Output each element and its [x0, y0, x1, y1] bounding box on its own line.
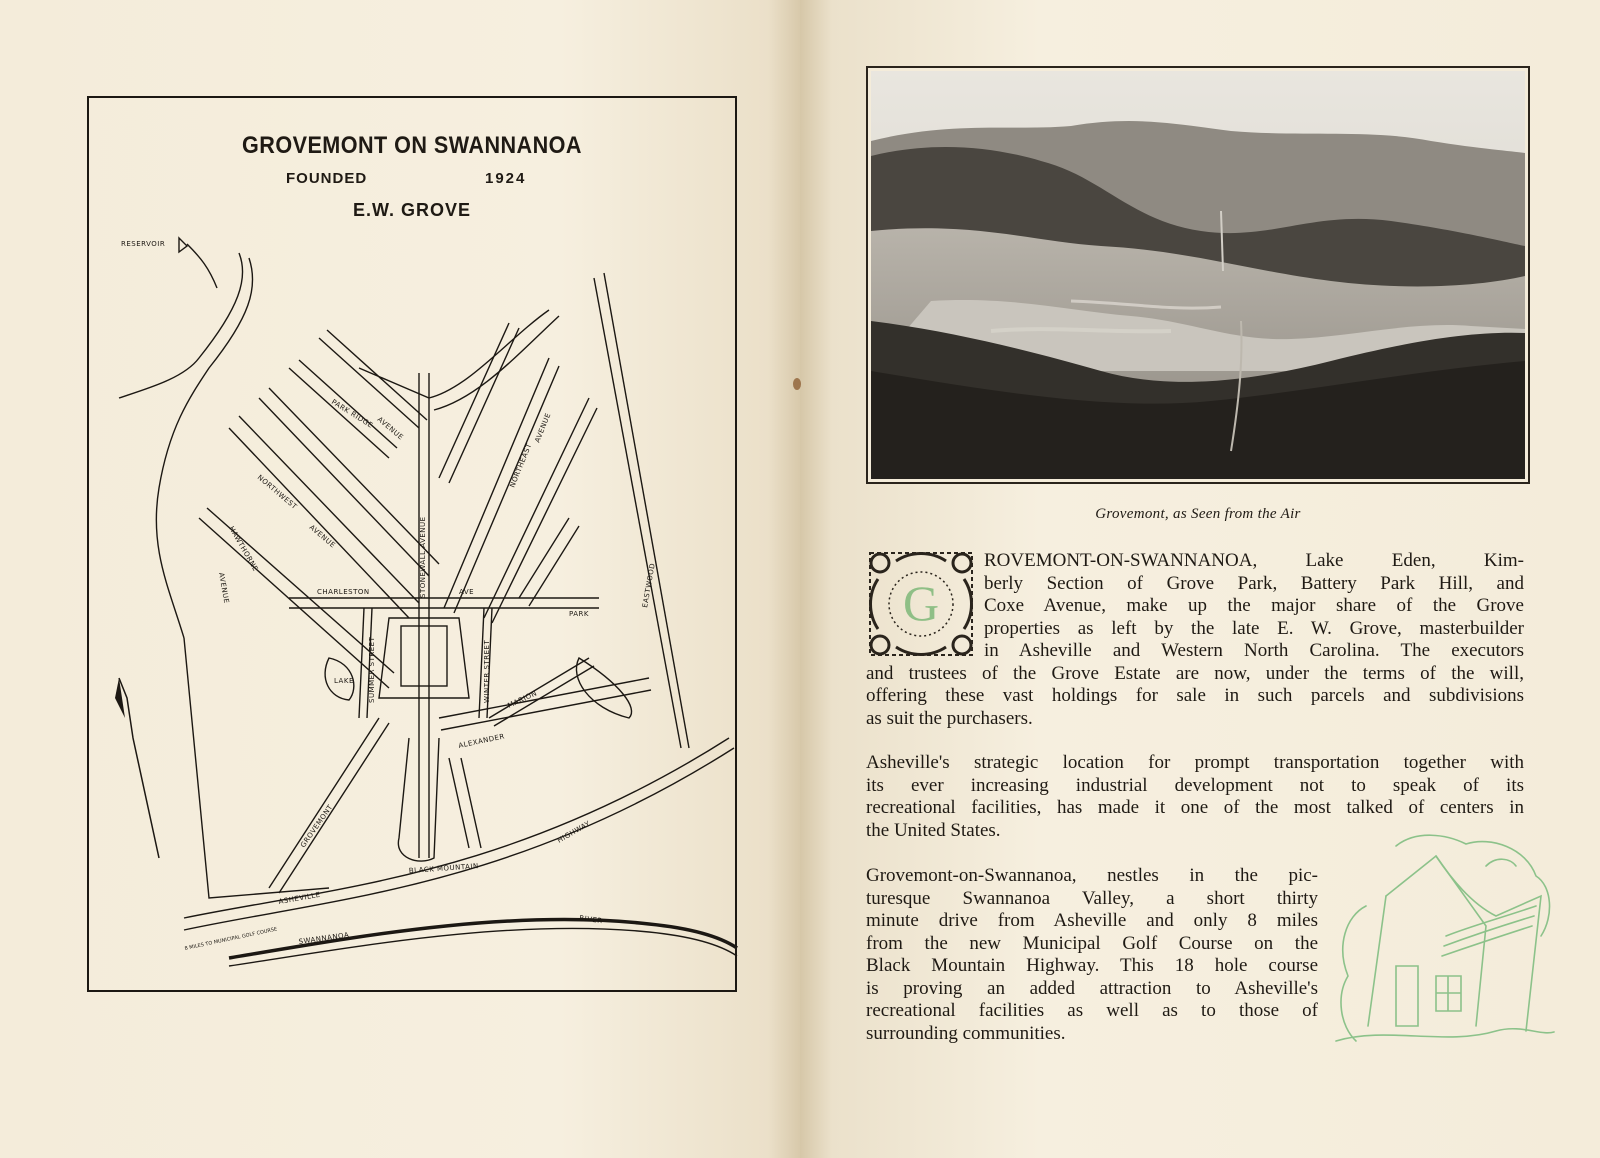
label-avenue-d: AVENUE [533, 411, 553, 444]
label-ave: AVE [459, 588, 475, 596]
label-reservoir: RESERVOIR [121, 240, 166, 248]
p1-line-2: berly Section of Grove Park, Battery Park Hill, and [984, 572, 1524, 594]
label-hawthorne: HAWTHORNE [227, 525, 260, 573]
p2-line-3: recreational facilities, has made it one of the most talked of centers in [866, 797, 1524, 818]
black-mountain-highway [184, 738, 729, 918]
p1-line-5: in Asheville and Western North Carolina. The executors [984, 640, 1524, 661]
paragraph-3 [866, 865, 1318, 1045]
paragraph-1 [866, 550, 1524, 730]
label-charleston: CHARLESTON [317, 588, 370, 596]
p1-line-8: as suit the purchasers. [866, 707, 1033, 729]
map-panel [87, 96, 737, 992]
map-author: E.W. GROVE [352, 200, 472, 220]
street-map [89, 98, 739, 994]
p3-line-7: recreational facilities as well as to those of [866, 1000, 1318, 1021]
alexander-avenue [439, 678, 649, 718]
p3-line-6: is proving an added attraction to Asheville's [866, 977, 1318, 999]
marion-avenue [489, 658, 589, 718]
lake-wildwood [576, 658, 631, 718]
label-avenue-c: AVENUE [217, 571, 231, 605]
label-asheville: ASHEVILLE [277, 890, 322, 906]
label-alexander: ALEXANDER [457, 732, 506, 750]
founded-label: FOUNDED [286, 170, 368, 187]
p2-line-1: Asheville's strategic location for prompt transportation together with [866, 752, 1524, 773]
north-arrow-icon [119, 678, 159, 858]
central-square [401, 626, 447, 686]
label-golf-note: 8 MILES TO MUNICIPAL GOLF COURSE [184, 926, 278, 952]
label-highway: HIGHWAY [556, 819, 592, 845]
p3-line-1: Grovemont-on-Swannanoa, nestles in the pic- [866, 865, 1318, 886]
p1-line-4: properties as left by the late E. W. Grove, masterbuilder [984, 617, 1524, 639]
label-park: PARK [569, 610, 590, 618]
grovemont-avenue [269, 718, 379, 888]
p1-line-6: and trustees of the Grove Estate are now, under the terms of the will, [866, 662, 1524, 684]
label-avenue-a: AVENUE [375, 415, 405, 442]
northeast-avenue [444, 358, 549, 608]
outer-boundary-west [184, 638, 329, 898]
label-lake: LAKE [334, 677, 354, 685]
outer-boundary-east [604, 273, 689, 748]
label-summer-street: SUMMER STREET [368, 636, 376, 703]
p1-line-3: Coxe Avenue, make up the major share of the Grove [984, 595, 1524, 616]
p1-line-7: offering these vast holdings for sale in such parcels and subdivisions [866, 685, 1524, 706]
label-grovemont: GROVEMONT [299, 803, 335, 850]
label-black-mountain: BLACK MOUNTAIN [408, 862, 479, 875]
label-stonewall-avenue: STONEWALL AVENUE [419, 516, 427, 598]
dropcap-letter: G [902, 575, 940, 631]
label-northeast: NORTHEAST [508, 442, 534, 489]
spine-stain [793, 378, 801, 390]
label-marion: MARION [506, 689, 539, 710]
p3-line-4: from the new Municipal Golf Course on the [866, 932, 1318, 954]
aerial-photo [866, 66, 1530, 484]
label-park-ridge: PARK RIDGE [329, 397, 375, 430]
p1-line-1: ROVEMONT-ON-SWANNANOA, Lake Eden, Kim- [984, 550, 1524, 571]
label-northwest: NORTHWEST [255, 473, 299, 512]
label-avenue-b: AVENUE [307, 523, 337, 550]
p3-line-5: Black Mountain Highway. This 18 hole course [866, 955, 1318, 976]
photo-caption: Grovemont, as Seen from the Air [1095, 506, 1301, 522]
p3-line-2: turesque Swannanoa Valley, a short thirty [866, 887, 1318, 909]
label-river: RIVER [578, 914, 604, 926]
p3-line-8: surrounding communities. [866, 1022, 1066, 1044]
aerial-photo-image [871, 71, 1525, 479]
west-road [119, 253, 243, 398]
p2-line-2: its ever increasing industrial development not to speak of its [866, 774, 1524, 796]
p2-line-4: the United States. [866, 819, 1001, 841]
map-title: GROVEMONT ON SWANNANOA [242, 132, 582, 159]
p3-line-3: minute drive from Asheville and only 8 miles [866, 910, 1318, 931]
cottage-illustration [1326, 826, 1558, 1058]
reservoir-marker-icon [179, 238, 187, 252]
label-winter-street: WINTER STREET [483, 639, 491, 703]
cottage-sketch-icon [1326, 826, 1558, 1058]
label-swannanoa: SWANNANOA [298, 930, 350, 946]
founded-year: 1924 [485, 170, 527, 187]
label-eastwood: EASTWOOD [641, 562, 657, 609]
